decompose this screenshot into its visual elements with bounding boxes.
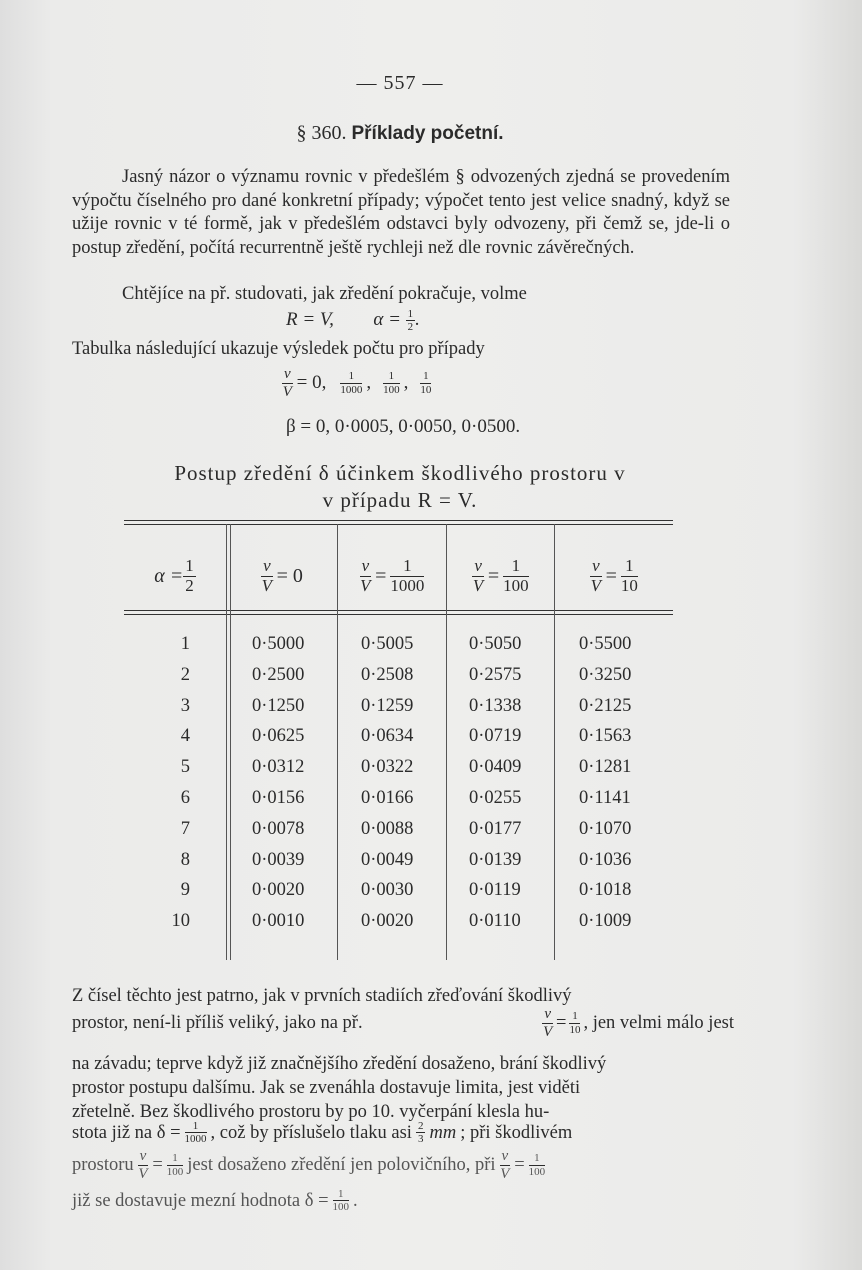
table-title-line-2: v případu R = V. (322, 488, 478, 512)
formula-alpha: α = (373, 308, 401, 330)
table-header-rule (124, 610, 673, 611)
intro-paragraph-2: Chtějíce na př. studovati, jak zředění pokračuje, volme (122, 284, 527, 304)
section-mark: § 360. (296, 122, 347, 144)
conclusion-line-7: prostoru $\frac{v}{V}$ = $\frac{1}{100}$ jest dosaženo zředění jen polovičního, při $\frac{v}{V}$ = $\frac{1}{100}$ (72, 1148, 546, 1182)
row-index: 9 (180, 880, 190, 901)
table-cell: 0·0049 (361, 849, 414, 870)
table-cell: 0·5500 (579, 634, 632, 654)
table-cell: 0·0156 (252, 788, 305, 808)
row-index: 8 (180, 849, 190, 870)
table-cell: 0·1070 (579, 818, 632, 839)
dilution-table (124, 520, 673, 960)
formula-alpha-fraction: $\frac{1}{2}$ (407, 308, 414, 334)
table-cell: 0·2500 (252, 664, 305, 685)
table-cell: 0·0088 (361, 818, 414, 839)
row-index: 7 (180, 818, 190, 839)
row-index: 2 (180, 664, 190, 685)
table-cell: 0·0719 (469, 726, 522, 747)
table-cell: 0·5000 (252, 634, 305, 654)
formula-v-over-V: $\frac{v}{V}$ (282, 366, 292, 400)
conclusion-line-2: prostor, není-li příliš veliký, jako na př. $\frac{v}{V}$ = $\frac{1}{10}$ , jen velmi málo jest (72, 1006, 734, 1040)
table-cell: 0·2575 (469, 664, 522, 685)
table-cell: 0·0312 (252, 757, 305, 778)
page-number: — 557 — (356, 72, 444, 94)
conclusion-line-3: na závadu; teprve když již značnějšího zředění dosaženo, brání škodlivý (72, 1054, 607, 1074)
table-cell: 0·0322 (361, 757, 414, 778)
conclusion-line-5: zřetelně. Bez škodlivého prostoru by po 10. vyčerpání klesla hu- (72, 1102, 550, 1122)
table-cell: 0·0020 (252, 880, 305, 901)
table-cell: 0·1141 (579, 788, 631, 808)
conclusion-line-1: Z čísel těchto jest patrno, jak v prvních stadiích zřeďování škodlivý (72, 986, 572, 1006)
row-index: 1 (180, 634, 190, 654)
header-v-10: $\frac{v}{V}$ = $\frac{1}{10}$ (590, 555, 638, 595)
table-cell: 0·1018 (579, 880, 632, 901)
header-v-1000: $\frac{v}{V}$ = $\frac{1}{1000}$ (360, 555, 425, 595)
conclusion-line-8: již se dostavuje mezní hodnota δ = $\frac{1}{100}$ . (72, 1188, 358, 1214)
header-v-100: $\frac{v}{V}$ = $\frac{1}{100}$ (472, 555, 529, 595)
table-cell: 0·1036 (579, 849, 632, 870)
intro-paragraph-3: Tabulka následující ukazuje výsledek počtu pro případy (72, 339, 485, 359)
formula-choice: R = V, α = $\frac{1}{2}$ . (286, 308, 420, 334)
table-cell: 0·0139 (469, 849, 522, 870)
formula-cases: $\frac{v}{V}$ = 0, $\frac{1}{1000}$ , $\frac{1}{100}$ , $\frac{1}{10}$ (282, 366, 432, 400)
table-cell: 0·0625 (252, 726, 305, 747)
table-cell: 0·0020 (361, 911, 414, 932)
table-cell: 0·1281 (579, 757, 632, 778)
table-cell: 0·0634 (361, 726, 414, 747)
table-top-rule-2 (124, 524, 673, 525)
table-cell: 0·0039 (252, 849, 305, 870)
table-cell: 0·5050 (469, 634, 522, 654)
formula-r-equals-v: R = V, (286, 308, 334, 330)
header-alpha: α = $\frac{1}{2}$ (154, 555, 194, 595)
conclusion-line-4: prostor postupu dalšímu. Jak se zvenáhla dostavuje limita, jest viděti (72, 1078, 581, 1098)
formula-equals-zero: = 0, (296, 372, 327, 393)
table-cell: 0·2508 (361, 664, 414, 685)
table-cell: 0·2125 (579, 695, 632, 716)
formula-case-2: $\frac{1}{100}$ (383, 370, 400, 396)
row-index: 6 (180, 788, 190, 808)
table-title-line-1: Postup zředění δ účinkem škodlivého prostoru v (174, 461, 626, 485)
table-cell: 0·0078 (252, 818, 305, 839)
table-cell: 0·0255 (469, 788, 522, 808)
table-cell: 0·3250 (579, 664, 632, 685)
header-v-zero: $\frac{v}{V}$ = 0 (261, 555, 303, 595)
column-rule-1 (226, 524, 227, 960)
table-cell: 0·0010 (252, 911, 305, 932)
section-heading (0, 122, 800, 145)
row-index: 10 (171, 911, 190, 932)
row-index: 3 (180, 695, 190, 716)
table-top-rule (124, 520, 673, 521)
table-cell: 0·0030 (361, 880, 414, 901)
table-header-rule-2 (124, 614, 673, 615)
formula-case-3: $\frac{1}{10}$ (420, 370, 432, 396)
table-cell: 0·1259 (361, 695, 414, 716)
table-cell: 0·1338 (469, 695, 522, 716)
table-cell: 0·0177 (469, 818, 522, 839)
table-cell: 0·0409 (469, 757, 522, 778)
table-cell: 0·5005 (361, 634, 414, 654)
row-index: 4 (180, 726, 190, 747)
row-index: 5 (180, 757, 190, 778)
table-cell: 0·1250 (252, 695, 305, 716)
formula-beta: β = 0, 0·0005, 0·0050, 0·0500. (286, 416, 521, 437)
table-cell: 0·0166 (361, 788, 414, 808)
table-cell: 0·1563 (579, 726, 632, 747)
section-title: Příklady početní. (351, 123, 504, 144)
formula-case-1: $\frac{1}{1000}$ (340, 370, 363, 396)
conclusion-line-6: stota již na δ = $\frac{1}{1000}$ , což by příslušelo tlaku asi $\frac{2}{3}$ mm ; při škodlivém (72, 1120, 573, 1146)
table-cell: 0·0119 (469, 880, 521, 901)
table-cell: 0·1009 (579, 911, 632, 932)
table-cell: 0·0110 (469, 911, 521, 932)
intro-paragraph: Jasný názor o významu rovnic v předešlém § odvozených zjedná se provedením výpočtu číselného pro dané konkretní případy; výpočet tento jest velice snadný, když se užije rovnic v té formě, jak v předešlém odstavci byly odvozeny, při čemž se, jde-li o postup zředění, počítá recurrentně ještě rychleji než dle rovnic závěrečných. (72, 167, 730, 258)
